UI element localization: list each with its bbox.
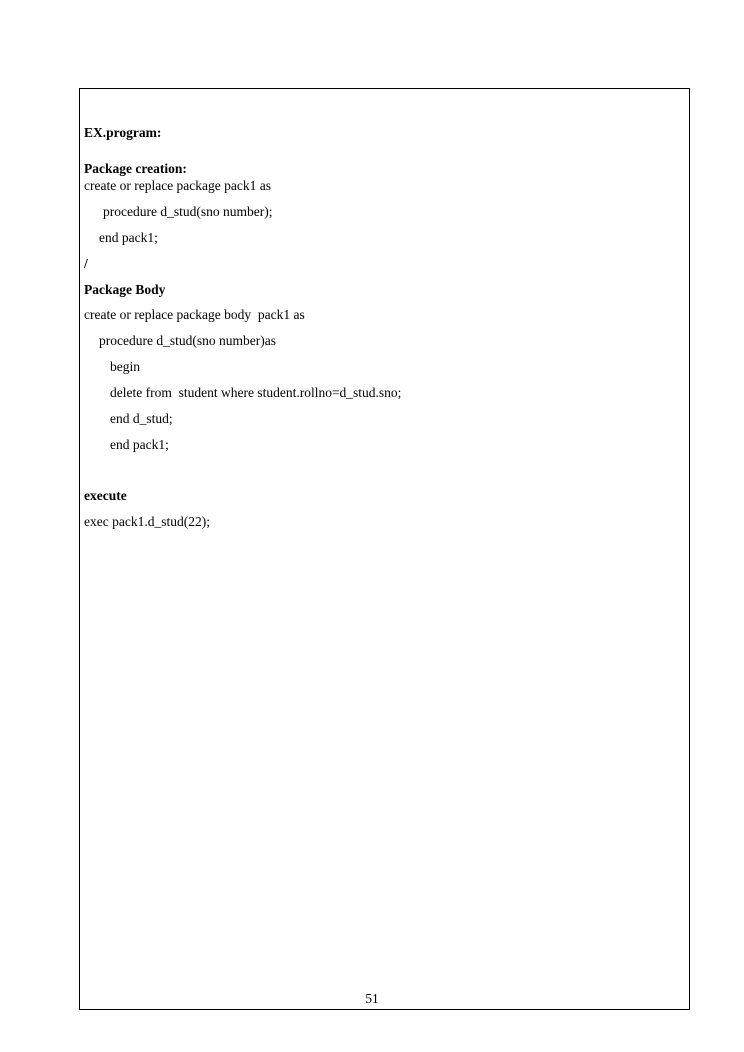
code-line: create or replace package pack1 as — [84, 178, 271, 193]
page-frame — [79, 88, 690, 1010]
code-line: procedure d_stud(sno number)as — [99, 333, 276, 348]
execute-title: execute — [84, 488, 127, 503]
page-number: 51 — [365, 991, 379, 1006]
code-line: begin — [110, 359, 140, 374]
code-line: end d_stud; — [110, 411, 173, 426]
code-line: / — [84, 256, 88, 271]
code-line: delete from student where student.rollno=d_stud.sno; — [110, 385, 402, 400]
program-heading: EX.program: — [84, 125, 162, 140]
code-line: create or replace package body pack1 as — [84, 307, 305, 322]
code-line: end pack1; — [110, 437, 169, 452]
package-body-title: Package Body — [84, 282, 166, 297]
code-line: exec pack1.d_stud(22); — [84, 514, 210, 529]
code-line: procedure d_stud(sno number); — [103, 204, 273, 219]
code-line: end pack1; — [99, 230, 158, 245]
package-creation-title: Package creation: — [84, 161, 187, 176]
